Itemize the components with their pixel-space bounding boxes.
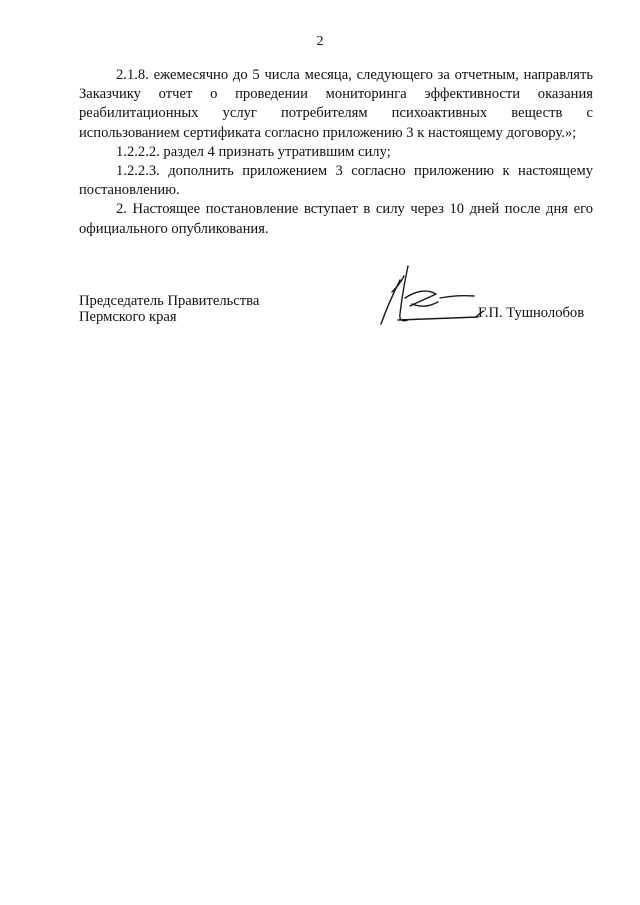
signer-name: Г.П. Тушнолобов	[478, 305, 585, 321]
paragraph-2: 2. Настоящее постановление вступает в силу через 10 дней после дня его официального опубликования.	[79, 201, 593, 237]
signatory-position-line1: Председатель Правительства	[79, 293, 260, 309]
page-number: 2	[316, 34, 324, 49]
signatory-position-line2: Пермского края	[79, 308, 177, 325]
paragraph-2-1-8: 2.1.8. ежемесячно до 5 числа месяца, следующего за отчетным, направлять Заказчику отчет о проведении мониторинга эффективности оказания реабилитационных услуг потребителям психоактивных веществ с использованием сертификата согласно приложению 3 к настоящему договору.»;	[79, 67, 593, 141]
signatory-position	[79, 294, 259, 325]
paragraph-1-2-2-3: 1.2.2.3. дополнить приложением 3 согласно приложению к настоящему постановлению.	[79, 163, 593, 199]
document-body	[79, 66, 593, 239]
paragraph-1-2-2-2: 1.2.2.2. раздел 4 признать утратившим силу;	[116, 143, 391, 160]
handwritten-signature	[378, 262, 490, 332]
